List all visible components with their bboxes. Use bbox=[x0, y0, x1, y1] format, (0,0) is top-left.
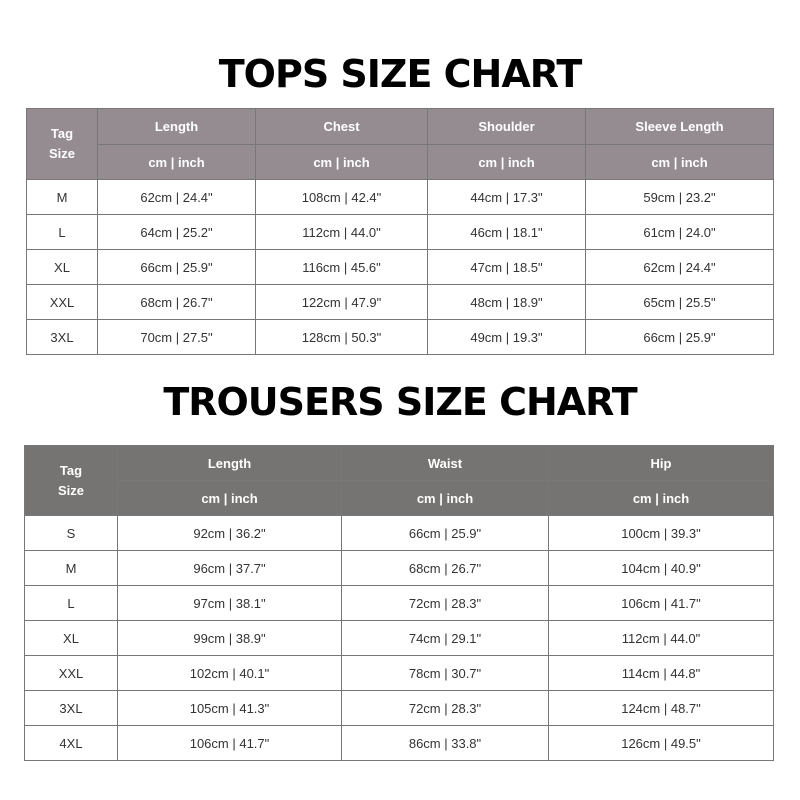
table-row bbox=[27, 320, 774, 355]
measurement-cell: 100cm | 39.3" bbox=[549, 516, 774, 551]
measurement-cell: 126cm | 49.5" bbox=[549, 726, 774, 761]
table-row bbox=[27, 285, 774, 320]
unit-label: cm | inch bbox=[342, 481, 549, 516]
measurement-cell: 116cm | 45.6" bbox=[256, 250, 428, 285]
size-cell: 3XL bbox=[27, 320, 98, 355]
header-row bbox=[25, 446, 774, 481]
tops-size-chart-title: TOPS SIZE CHART bbox=[218, 52, 582, 96]
unit-label: cm | inch bbox=[256, 145, 428, 180]
column-header: Length bbox=[118, 446, 342, 481]
measurement-cell: 78cm | 30.7" bbox=[342, 656, 549, 691]
size-cell: 3XL bbox=[25, 691, 118, 726]
tag-size-header-line1: Tag bbox=[59, 462, 83, 478]
measurement-cell: 46cm | 18.1" bbox=[428, 215, 586, 250]
unit-label: cm | inch bbox=[586, 145, 774, 180]
tag-size-header-line2: Size bbox=[57, 482, 84, 498]
size-cell: S bbox=[25, 516, 118, 551]
tag-size-header bbox=[27, 109, 98, 180]
measurement-cell: 122cm | 47.9" bbox=[256, 285, 428, 320]
measurement-cell: 105cm | 41.3" bbox=[118, 691, 342, 726]
measurement-cell: 48cm | 18.9" bbox=[428, 285, 586, 320]
table-row bbox=[25, 656, 774, 691]
unit-row bbox=[27, 145, 774, 180]
table-row bbox=[27, 215, 774, 250]
measurement-cell: 112cm | 44.0" bbox=[256, 215, 428, 250]
unit-label: cm | inch bbox=[98, 145, 256, 180]
measurement-cell: 62cm | 24.4" bbox=[98, 180, 256, 215]
column-header: Waist bbox=[342, 446, 549, 481]
measurement-cell: 106cm | 41.7" bbox=[549, 586, 774, 621]
size-cell: XL bbox=[25, 621, 118, 656]
measurement-cell: 114cm | 44.8" bbox=[549, 656, 774, 691]
measurement-cell: 97cm | 38.1" bbox=[118, 586, 342, 621]
measurement-cell: 62cm | 24.4" bbox=[586, 250, 774, 285]
tops-size-table bbox=[26, 108, 774, 355]
measurement-cell: 92cm | 36.2" bbox=[118, 516, 342, 551]
size-cell: XL bbox=[27, 250, 98, 285]
size-cell: L bbox=[27, 215, 98, 250]
measurement-cell: 72cm | 28.3" bbox=[342, 691, 549, 726]
measurement-cell: 86cm | 33.8" bbox=[342, 726, 549, 761]
measurement-cell: 99cm | 38.9" bbox=[118, 621, 342, 656]
table-row bbox=[27, 180, 774, 215]
measurement-cell: 72cm | 28.3" bbox=[342, 586, 549, 621]
measurement-cell: 66cm | 25.9" bbox=[342, 516, 549, 551]
table-row bbox=[25, 516, 774, 551]
measurement-cell: 49cm | 19.3" bbox=[428, 320, 586, 355]
size-cell: XXL bbox=[25, 656, 118, 691]
table-row bbox=[25, 691, 774, 726]
measurement-cell: 112cm | 44.0" bbox=[549, 621, 774, 656]
measurement-cell: 61cm | 24.0" bbox=[586, 215, 774, 250]
measurement-cell: 65cm | 25.5" bbox=[586, 285, 774, 320]
measurement-cell: 44cm | 17.3" bbox=[428, 180, 586, 215]
measurement-cell: 106cm | 41.7" bbox=[118, 726, 342, 761]
measurement-cell: 59cm | 23.2" bbox=[586, 180, 774, 215]
unit-label: cm | inch bbox=[428, 145, 586, 180]
table-row bbox=[25, 726, 774, 761]
measurement-cell: 104cm | 40.9" bbox=[549, 551, 774, 586]
tag-size-header-line1: Tag bbox=[50, 126, 74, 141]
unit-row bbox=[25, 481, 774, 516]
size-cell: M bbox=[27, 180, 98, 215]
trousers-size-chart-title: TROUSERS SIZE CHART bbox=[163, 380, 637, 424]
tag-size-header-line2: Size bbox=[48, 146, 75, 161]
measurement-cell: 96cm | 37.7" bbox=[118, 551, 342, 586]
column-header: Sleeve Length bbox=[586, 109, 774, 145]
size-cell: L bbox=[25, 586, 118, 621]
measurement-cell: 64cm | 25.2" bbox=[98, 215, 256, 250]
size-cell: 4XL bbox=[25, 726, 118, 761]
table-row bbox=[27, 250, 774, 285]
measurement-cell: 108cm | 42.4" bbox=[256, 180, 428, 215]
header-row bbox=[27, 109, 774, 145]
measurement-cell: 74cm | 29.1" bbox=[342, 621, 549, 656]
measurement-cell: 68cm | 26.7" bbox=[342, 551, 549, 586]
column-header: Hip bbox=[549, 446, 774, 481]
trousers-size-table bbox=[24, 445, 774, 761]
measurement-cell: 47cm | 18.5" bbox=[428, 250, 586, 285]
measurement-cell: 66cm | 25.9" bbox=[586, 320, 774, 355]
measurement-cell: 68cm | 26.7" bbox=[98, 285, 256, 320]
measurement-cell: 128cm | 50.3" bbox=[256, 320, 428, 355]
measurement-cell: 102cm | 40.1" bbox=[118, 656, 342, 691]
table-row bbox=[25, 551, 774, 586]
measurement-cell: 66cm | 25.9" bbox=[98, 250, 256, 285]
table-row bbox=[25, 621, 774, 656]
measurement-cell: 70cm | 27.5" bbox=[98, 320, 256, 355]
column-header: Chest bbox=[256, 109, 428, 145]
size-cell: M bbox=[25, 551, 118, 586]
unit-label: cm | inch bbox=[118, 481, 342, 516]
size-cell: XXL bbox=[27, 285, 98, 320]
column-header: Shoulder bbox=[428, 109, 586, 145]
tag-size-header bbox=[25, 446, 118, 516]
unit-label: cm | inch bbox=[549, 481, 774, 516]
column-header: Length bbox=[98, 109, 256, 145]
table-row bbox=[25, 586, 774, 621]
measurement-cell: 124cm | 48.7" bbox=[549, 691, 774, 726]
